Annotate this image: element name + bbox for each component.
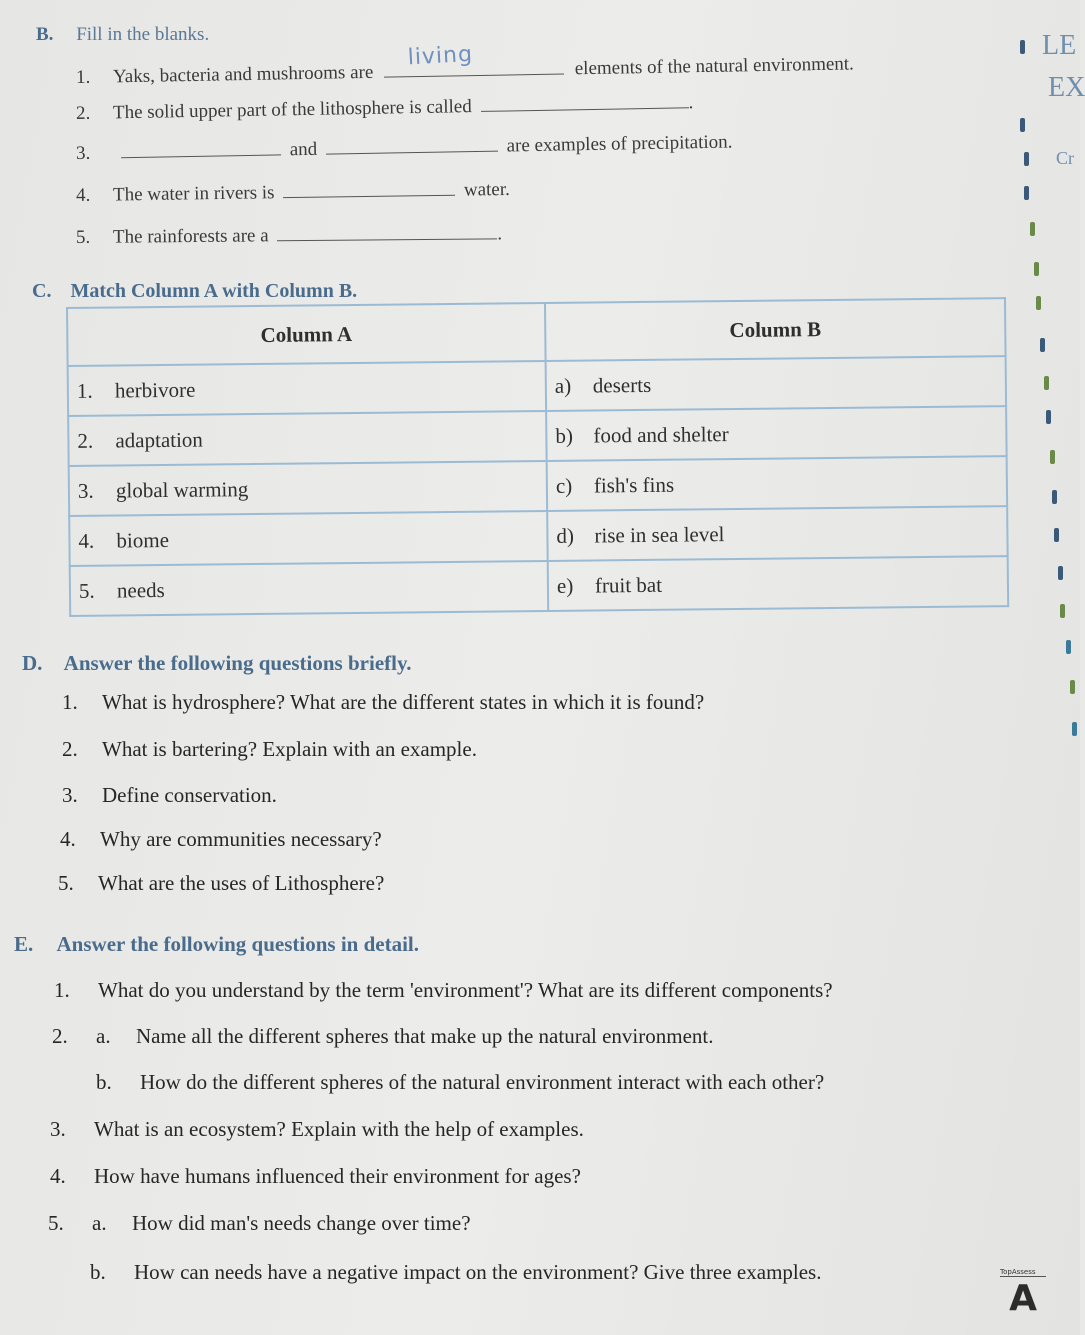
answer-blank[interactable]: [283, 177, 455, 198]
long-question-3: 3. What is an ecosystem? Explain with the help of examples.: [50, 1117, 584, 1141]
long-question-2a: 2. a. Name all the different spheres that make up the natural environment.: [52, 1024, 714, 1048]
section-letter: C.: [32, 280, 52, 302]
column-a-cell: 4. biome: [69, 511, 547, 566]
short-question-5: 5. What are the uses of Lithosphere?: [58, 871, 385, 895]
fill-question-3: 3. and are examples of precipitation.: [75, 131, 733, 164]
answer-blank[interactable]: [277, 220, 497, 241]
edge-mark: [1030, 222, 1035, 236]
column-a-cell: 1. herbivore: [68, 361, 546, 416]
long-question-4: 4. How have humans influenced their environment for ages?: [50, 1164, 581, 1188]
edge-mark: [1052, 490, 1057, 504]
edge-mark: [1070, 680, 1075, 694]
edge-mark: [1020, 118, 1025, 132]
adjacent-page-edge: [1012, 0, 1085, 1335]
long-question-1: 1. What do you understand by the term 'environment'? What are its different components?: [54, 978, 833, 1002]
long-question-5a: 5. a. How did man's needs change over time?: [48, 1211, 471, 1235]
section-letter: B.: [36, 24, 54, 45]
column-b-cell: a) deserts: [546, 356, 1006, 411]
section-heading: Answer the following questions in detail.: [56, 932, 420, 956]
section-heading: Match Column A with Column B.: [70, 280, 358, 302]
edge-text-ex: EX: [1048, 72, 1085, 103]
fill-question-4: 4. The water in rivers is water.: [76, 176, 510, 207]
section-letter: E.: [14, 932, 34, 956]
edge-text-cr: Cr: [1056, 148, 1074, 168]
match-table: [66, 297, 1009, 617]
column-b-cell: c) fish's fins: [547, 456, 1007, 511]
handwritten-answer: living: [407, 41, 474, 71]
column-b-cell: b) food and shelter: [546, 406, 1006, 461]
long-question-2b: b. How do the different spheres of the natural environment interact with each other?: [96, 1070, 825, 1094]
section-heading: Fill in the blanks.: [76, 24, 210, 45]
fill-question-5: 5. The rainforests are a .: [76, 220, 502, 249]
section-letter: D.: [22, 651, 43, 675]
edge-mark: [1024, 152, 1029, 166]
edge-mark: [1034, 262, 1039, 276]
edge-mark: [1054, 528, 1059, 542]
column-a-header: Column A: [67, 303, 546, 366]
section-d-header: [22, 651, 412, 676]
column-b-cell: d) rise in sea level: [547, 506, 1007, 561]
long-question-5b: b. How can needs have a negative impact on the environment? Give three examples.: [90, 1260, 822, 1284]
section-heading: Answer the following questions briefly.: [63, 651, 412, 675]
column-b-cell: e) fruit bat: [548, 556, 1008, 611]
short-question-4: 4. Why are communities necessary?: [60, 827, 382, 851]
column-a-cell: 3. global warming: [69, 461, 547, 516]
edge-mark: [1024, 186, 1029, 200]
column-a-cell: 2. adaptation: [68, 411, 546, 466]
answer-blank[interactable]: [480, 89, 688, 112]
table-row: [70, 556, 1008, 616]
table-header-row: [67, 298, 1006, 366]
edge-mark: [1060, 604, 1065, 618]
column-a-cell: 5. needs: [70, 561, 548, 616]
fill-question-2: 2. The solid upper part of the lithosphere is called .: [76, 89, 694, 125]
logo-brand: TopAssess: [1000, 1268, 1046, 1277]
short-question-3: 3. Define conservation.: [62, 783, 277, 807]
section-e-header: [14, 932, 419, 957]
short-question-1: 1. What is hydrosphere? What are the different states in which it is found?: [62, 690, 705, 714]
short-question-2: 2. What is bartering? Explain with an example.: [62, 737, 477, 761]
edge-mark: [1036, 296, 1041, 310]
edge-mark: [1044, 376, 1049, 390]
column-b-header: Column B: [545, 298, 1006, 361]
edge-mark: [1020, 40, 1025, 54]
edge-text-le: LE: [1042, 30, 1077, 61]
edge-mark: [1050, 450, 1055, 464]
answer-blank[interactable]: [384, 41, 564, 77]
edge-mark: [1058, 566, 1063, 580]
section-c-header: [32, 280, 357, 303]
edge-mark: [1066, 640, 1071, 654]
section-b-header: [36, 24, 209, 46]
logo-letter-icon: A: [1009, 1278, 1037, 1319]
edge-mark: [1072, 722, 1077, 736]
publisher-logo: [1000, 1268, 1046, 1330]
answer-blank[interactable]: [326, 133, 498, 155]
edge-mark: [1046, 410, 1051, 424]
answer-blank[interactable]: [121, 136, 281, 158]
edge-mark: [1040, 338, 1045, 352]
fill-question-1: 1. Yaks, bacteria and mushrooms are living elements of the natural environment.: [75, 41, 855, 88]
